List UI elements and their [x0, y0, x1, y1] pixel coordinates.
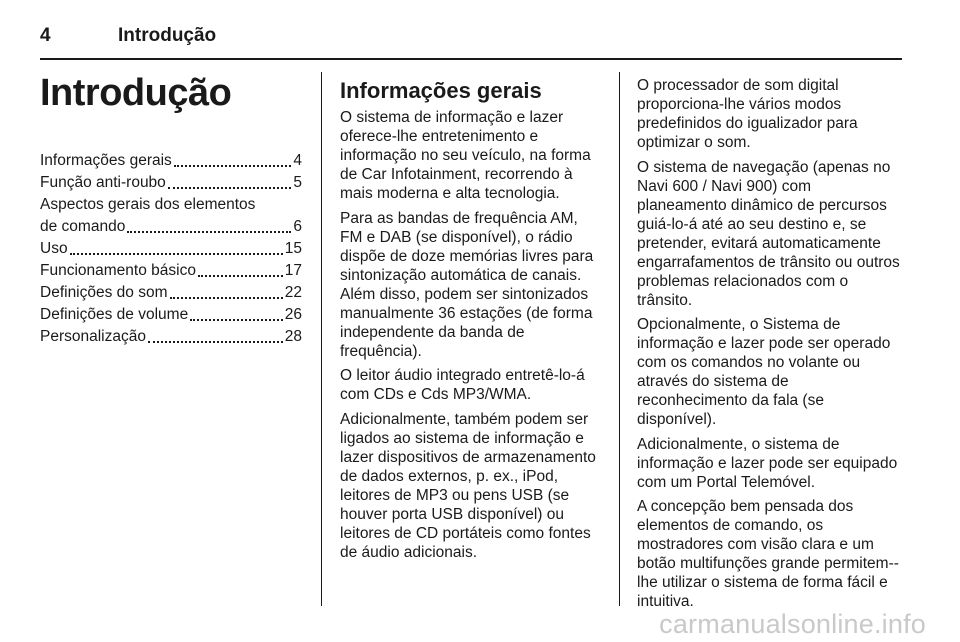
- column-divider: [321, 72, 322, 606]
- toc-entry-page: 22: [284, 284, 302, 301]
- toc-entry-title: Função anti-roubo: [40, 174, 166, 191]
- toc-entry-personalizacao[interactable]: [40, 326, 302, 348]
- toc-leader-dots: [127, 231, 291, 233]
- toc-leader-dots: [198, 275, 283, 277]
- toc-entry-title: Personalização: [40, 328, 146, 345]
- chapter-title: Introdução: [40, 72, 232, 114]
- toc-entry-page: 26: [284, 306, 302, 323]
- toc-entry-page: 4: [293, 152, 302, 169]
- text-column-middle: [340, 78, 604, 567]
- page-header: [40, 18, 902, 54]
- toc-entry-title-line1: Aspectos gerais dos elementos: [40, 196, 256, 213]
- body-paragraph: O processador de som digital proporciona-lhe vários modos predefinidos do igualizador para optimizar o som.: [637, 77, 858, 151]
- toc-entry-uso[interactable]: [40, 238, 302, 260]
- toc-entry-page: 5: [293, 174, 302, 191]
- running-title: Introdução: [118, 25, 217, 46]
- toc-leader-dots: [190, 319, 283, 321]
- toc-leader-dots: [148, 341, 283, 343]
- toc-leader-dots: [174, 165, 292, 167]
- toc-entry-aspectos-gerais[interactable]: [40, 194, 302, 238]
- body-paragraph: Para as bandas de frequência AM, FM e DAB (se disponível), o rádio dispõe de doze memórias livres para sintonização automática de canais. Além disso, podem ser sintonizados manualmente 36 estações (de forma independente da banda de frequência).: [340, 209, 594, 360]
- toc-entry-definicoes-de-volume[interactable]: [40, 304, 302, 326]
- toc-entry-page: 17: [284, 262, 302, 279]
- toc-entry-informacoes-gerais[interactable]: [40, 150, 302, 172]
- toc-entry-title: de comando: [40, 218, 126, 235]
- toc-leader-dots: [70, 253, 283, 255]
- body-paragraph: O sistema de informação e lazer oferece-lhe entretenimento e informação no seu veículo, na forma de Car Infotainment, recorrendo à mais moderna e alta tecnologia.: [340, 109, 591, 202]
- section-heading: Informações gerais: [340, 78, 542, 103]
- toc-entry-definicoes-do-som[interactable]: [40, 282, 302, 304]
- toc-entry-funcao-anti-roubo[interactable]: [40, 172, 302, 194]
- toc-leader-dots: [170, 297, 283, 299]
- toc-entry-title: Definições do som: [40, 284, 168, 301]
- body-paragraph: O leitor áudio integrado entretê-lo-á com CDs e Cds MP3/WMA.: [340, 367, 585, 403]
- text-column-right: [637, 76, 901, 617]
- body-paragraph: A concepção bem pensada dos elementos de comando, os mostradores com visão clara e um botão multifunções grande permitem--lhe utilizar o sistema de forma fácil e intuitiva.: [637, 498, 899, 610]
- toc-entry-funcionamento-basico[interactable]: [40, 260, 302, 282]
- body-paragraph: Adicionalmente, também podem ser ligados ao sistema de informação e lazer dispositivos de armazenamento de dados externos, p. ex., iPod, leitores de MP3 ou pens USB (se houver porta USB disponível) ou leitores de CD portáteis como fontes de áudio adicionais.: [340, 410, 596, 561]
- page-number: 4: [40, 25, 51, 46]
- column-divider: [619, 72, 620, 606]
- toc-entry-title: Uso: [40, 240, 68, 257]
- body-paragraph: O sistema de navegação (apenas no Navi 600 / Navi 900) com planeamento dinâmico de percursos guiá-lo-á até ao seu destino e, se pretender, evitará automaticamente engarrafamentos de trânsito ou outros problemas relacionados com o trânsito.: [637, 158, 900, 309]
- header-divider: [40, 58, 902, 60]
- toc-entry-title: Definições de volume: [40, 306, 189, 323]
- watermark: carmanualsonline.info: [659, 609, 926, 639]
- body-paragraph: Opcionalmente, o Sistema de informação e lazer pode ser operado com os comandos no volante ou através do sistema de reconhecimento da fala (se disponível).: [637, 316, 891, 428]
- toc-entry-page: 6: [293, 218, 302, 235]
- toc-leader-dots: [168, 187, 292, 189]
- body-paragraph: Adicionalmente, o sistema de informação e lazer pode ser equipado com um Portal Telemóvel.: [637, 435, 898, 491]
- toc-entry-page: 28: [284, 328, 302, 345]
- toc-entry-title: Funcionamento básico: [40, 262, 196, 279]
- toc-entry-page: 15: [284, 240, 302, 257]
- table-of-contents: [40, 150, 302, 348]
- toc-entry-title: Informações gerais: [40, 152, 172, 169]
